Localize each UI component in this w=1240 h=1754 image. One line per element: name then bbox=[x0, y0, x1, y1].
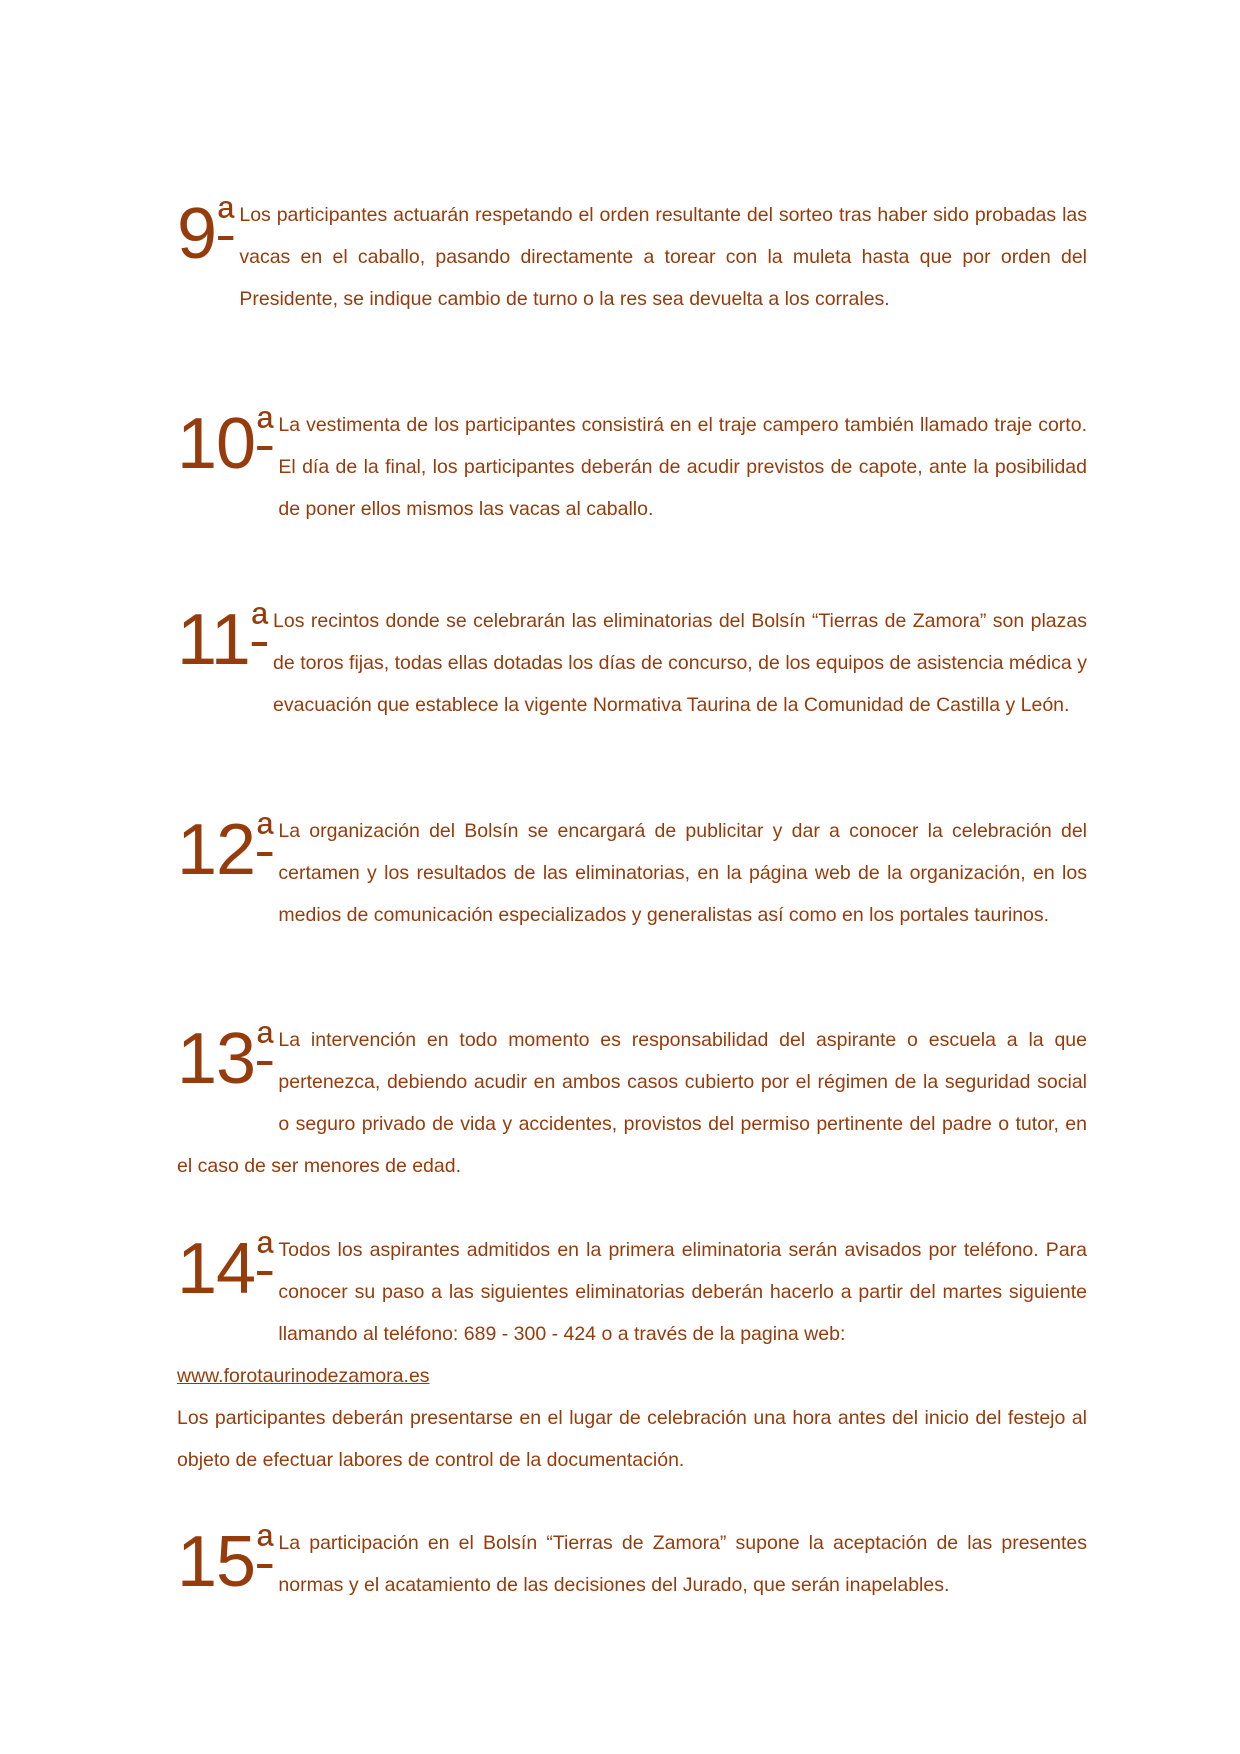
clause-text: La participación en el Bolsín “Tierras de Zamora” supone la aceptación de las presentes normas y el acatamiento de las decisiones del Jurado, que serán inapelables. bbox=[278, 1532, 1087, 1596]
clause-12 bbox=[177, 810, 1087, 936]
clause-number: 11ª bbox=[177, 599, 268, 680]
clause-10 bbox=[177, 404, 1087, 530]
clause-13 bbox=[177, 1019, 1087, 1187]
clause-extra-text: Los participantes deberán presentarse en el lugar de celebración una hora antes del inicio del festejo al objeto de efectuar labores de control de la documentación. bbox=[177, 1407, 1087, 1471]
clause-11 bbox=[177, 600, 1087, 726]
clause-number: 10ª bbox=[177, 403, 273, 484]
clause-text: Los participantes actuarán respetando el orden resultante del sorteo tras haber sido probadas las vacas en el caballo, pasando directamente a torear con la muleta hasta que por orden del Presidente, se indique cambio de turno o la res sea devuelta a los corrales. bbox=[239, 204, 1087, 310]
clause-number: 15ª bbox=[177, 1521, 273, 1602]
clause-number: 9ª bbox=[177, 193, 234, 274]
clause-text: La vestimenta de los participantes consistirá en el traje campero también llamado traje corto. El día de la final, los participantes deberán de acudir previstos de capote, ante la posibilidad de poner ellos mismos las vacas al caballo. bbox=[278, 414, 1087, 520]
website-link[interactable]: www.forotaurinodezamora.es bbox=[177, 1365, 430, 1387]
document-page bbox=[177, 0, 1087, 1754]
clause-text: La organización del Bolsín se encargará de publicitar y dar a conocer la celebración del certamen y los resultados de las eliminatorias, en la página web de la organización, en los medios de comunicación especializados y generalistas así como en los portales taurinos. bbox=[278, 820, 1087, 926]
clause-9 bbox=[177, 194, 1087, 320]
clause-14 bbox=[177, 1229, 1087, 1481]
clause-number: 12ª bbox=[177, 809, 273, 890]
clause-15 bbox=[177, 1522, 1087, 1608]
clause-text: Todos los aspirantes admitidos en la primera eliminatoria serán avisados por teléfono. Para conocer su paso a las siguientes eliminatorias deberán hacerlo a partir del martes siguiente llamando al teléfono: 689 - 300 - 424 o a través de la pagina web: bbox=[278, 1239, 1087, 1345]
clause-number: 13ª bbox=[177, 1018, 273, 1099]
clause-number: 14ª bbox=[177, 1228, 273, 1309]
clause-text: La intervención en todo momento es responsabilidad del aspirante o escuela a la que pertenezca, debiendo acudir en ambos casos cubierto por el régimen de la seguridad social o seguro privado de vida y accidentes, provistos del permiso pertinente del padre o tutor, en el caso de ser menores de edad. bbox=[177, 1029, 1087, 1177]
clause-text: Los recintos donde se celebrarán las eliminatorias del Bolsín “Tierras de Zamora” son plazas de toros fijas, todas ellas dotadas los días de concurso, de los equipos de asistencia médica y evacuación que establece la vigente Normativa Taurina de la Comunidad de Castilla y León. bbox=[273, 610, 1087, 716]
